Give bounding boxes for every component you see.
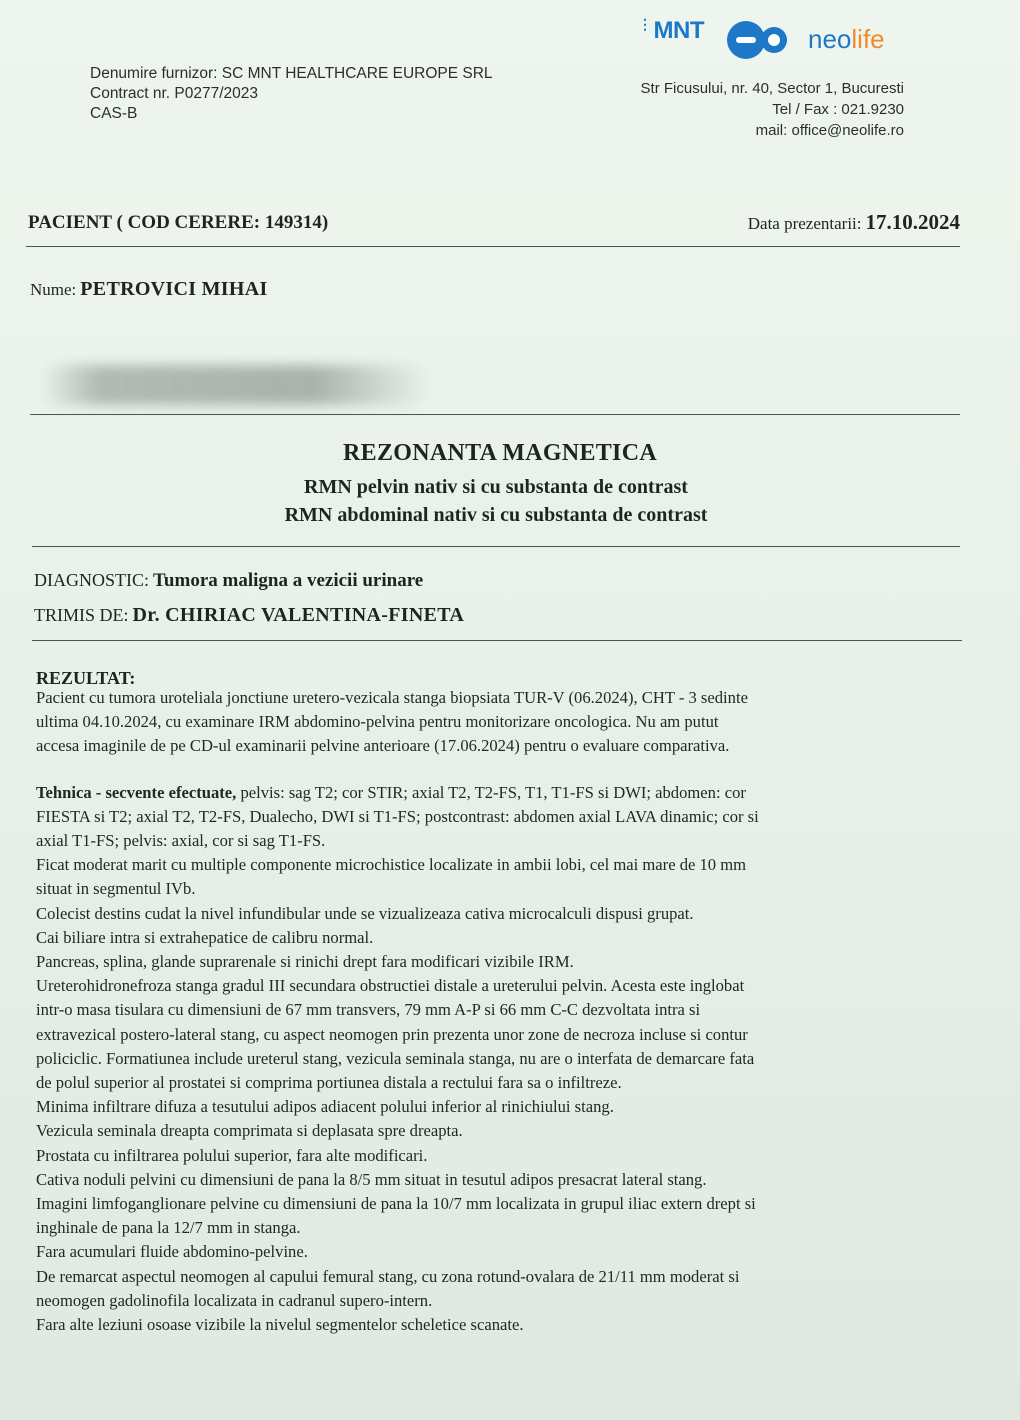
divider [32,546,960,547]
result-line: Minima infiltrare difuza a tesutului adipos adiacent polului inferior al rinichiului stang. [36,1097,614,1117]
result-line: Imagini limfoganglionare pelvine cu dimensiuni de pana la 10/7 mm localizata in grupul iliac extern drept si [36,1194,756,1214]
diagnostic-label: DIAGNOSTIC: [34,570,149,590]
technique-label: Tehnica - secvente efectuate, [36,782,237,802]
result-line: FIESTA si T2; axial T2, T2-FS, Dualecho, DWI si T1-FS; postcontrast: abdomen axial LAVA dinamic; cor si [36,806,759,826]
result-line: Vezicula seminala dreapta comprimata si deplasata spre dreapta. [36,1121,463,1141]
redacted-area [40,365,430,405]
clinic-logo [638,14,908,64]
date-label: Data prezentarii: [747,214,862,233]
diagnostic-row [34,570,423,592]
patient-name-row [30,278,268,301]
intro-line: ultima 04.10.2024, cu examinare IRM abdomino-pelvina pentru monitorizare oncologica. Nu am putut [36,712,719,732]
neolife-wordmark: neolife [808,24,885,54]
paragraph-gap [36,759,971,781]
logo-circles-icon [724,18,804,62]
technique-line [36,781,971,805]
result-line: Colecist destins cudat la nivel infundibular unde se vizualizeaza cativa microcalculi dispusi grupat. [36,903,694,923]
supplier-name: Denumire furnizor: SC MNT HEALTHCARE EUROPE SRL [90,65,493,82]
result-line: Fara alte leziuni osoase vizibile la nivelul segmentelor scheletice scanate. [36,1315,524,1335]
address-phone: Tel / Fax : 021.9230 [772,101,904,118]
result-line: axial T1-FS; pelvis: axial, cor si sag T1-FS. [36,831,326,851]
referring-doctor: Dr. CHIRIAC VALENTINA-FINETA [132,604,465,626]
result-line: Cativa noduli pelvini cu dimensiuni de pana la 8/5 mm situat in tesutul adipos presacrat lateral stang. [36,1169,707,1189]
divider [26,246,960,247]
result-line: Prostata cu infiltrarea polului superior, fara alte modificari. [36,1145,428,1165]
technique-text: pelvis: sag T2; cor STIR; axial T2, T2-FS, T1, T1-FS si DWI; abdomen: cor [236,782,746,802]
address-street: Str Ficusului, nr. 40, Sector 1, Bucuresti [640,80,904,97]
referred-by-row [34,604,464,627]
result-line: Fara acumulari fluide abdomino-pelvine. [36,1242,308,1262]
intro-line: Pacient cu tumora uroteliala jonctiune uretero-vezicala stanga biopsiata TUR-V (06.2024), CHT - 3 sedinte [36,688,748,707]
name-label: Nume: [30,280,77,299]
mnt-logo: ⋮MNT [638,16,704,44]
address-email: mail: office@neolife.ro [755,122,904,139]
result-line: inghinale de pana la 12/7 mm in stanga. [36,1218,301,1238]
patient-row [28,210,960,238]
result-heading: REZULTAT: [36,668,136,688]
result-line: policiclic. Formatiunea include ureterul stang, vezicula seminala stanga, nu are o interfata de demarcare fata [36,1048,755,1068]
exam-subtitle-abdominal: RMN abdominal nativ si cu substanta de contrast [284,504,708,526]
cas-code: CAS-B [90,105,138,122]
supplier-info [90,64,493,124]
result-line: intr-o masa tisulara cu dimensiuni de 67 mm transvers, 79 mm A-P si 66 mm C-C dezvoltata intra si [36,1000,701,1020]
date-value: 17.10.2024 [865,210,960,234]
intro-line: accesa imaginile de pe CD-ul examinarii pelvine anterioare (17.06.2024) pentru o evaluare comparativa. [36,736,730,756]
presentation-date [748,210,960,235]
result-line: Pancreas, splina, glande suprarenale si rinichi drept fara modificari vizibile IRM. [36,952,574,972]
divider [30,414,960,415]
clinic-address [641,78,904,141]
exam-subtitle-pelvic: RMN pelvin nativ si cu substanta de contrast [304,476,688,498]
patient-request-code: PACIENT ( COD CERERE: 149314) [28,212,329,233]
result-body [36,686,971,1337]
diagnostic-value: Tumora maligna a vezicii urinare [153,570,424,591]
exam-title: REZONANTA MAGNETICA [343,440,657,466]
result-line: de polul superior al prostatei si comprima portiunea distala a rectului fara sa o infiltreze. [36,1073,622,1093]
result-line: Ureterohidronefroza stanga gradul III secundara obstructiei distale a ureterului pelvin. Acesta este inglobat [36,976,745,996]
result-line: neomogen gadolinofila localizata in cadranul supero-intern. [36,1290,433,1310]
contract-number: Contract nr. P0277/2023 [90,85,259,102]
result-line: Ficat moderat marit cu multiple componente microchistice localizate in ambii lobi, cel mai mare de 10 mm [36,855,747,875]
result-line: De remarcat aspectul neomogen al capului femural stang, cu zona rotund-ovalara de 21/11 mm moderat si [36,1266,740,1286]
result-line: Cai biliare intra si extrahepatice de calibru normal. [36,927,374,947]
referred-by-label: TRIMIS DE: [34,605,129,625]
result-line: extravezical postero-lateral stang, cu aspect neomogen prin prezenta unor zone de necroza incluse si contur [36,1024,748,1044]
divider [32,640,962,641]
patient-name: PETROVICI MIHAI [80,278,268,300]
result-line: situat in segmentul IVb. [36,879,196,899]
